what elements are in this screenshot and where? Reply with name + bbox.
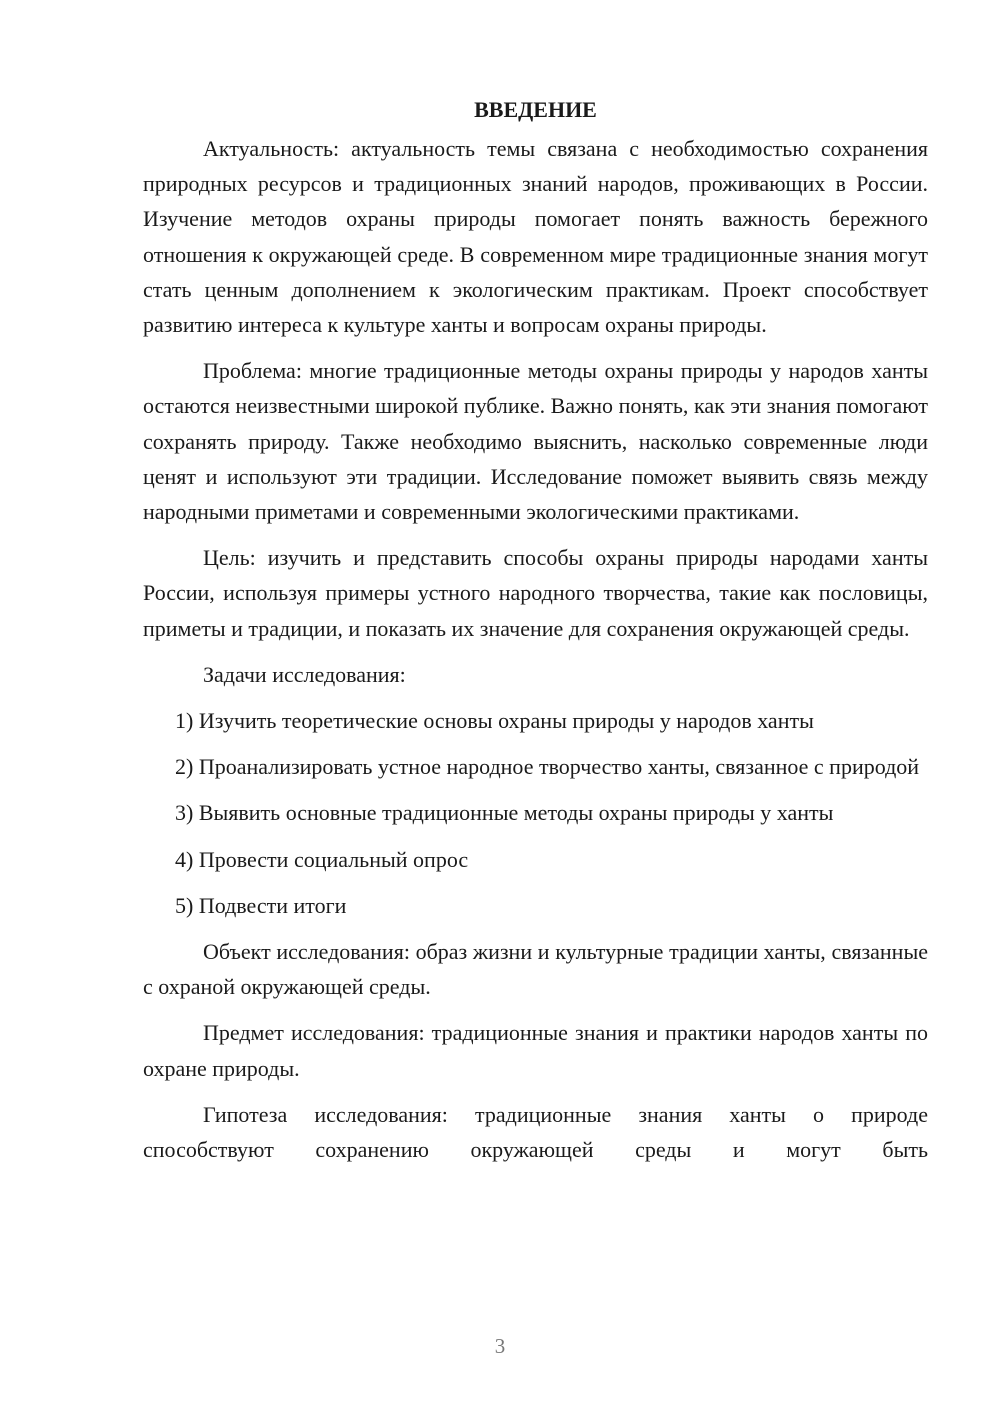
section-title: ВВЕДЕНИЕ <box>474 97 597 122</box>
task-item-1: 1) Изучить теоретические основы охраны природы у народов ханты <box>175 708 814 734</box>
paragraph-subject: Предмет исследования: традиционные знания и практики народов ханты по охране природы. <box>143 1020 928 1081</box>
task-item-4: 4) Провести социальный опрос <box>175 846 469 872</box>
paragraph-problem: Проблема: многие традиционные методы охраны природы у народов ханты остаются неизвестными широкой публике. Важно понять, как эти знания помогают сохранять природу. Также необходимо выяснить, насколько современные люди ценят и используют эти традиции. Исследование поможет выявить связь между народными приметами и современными экологическими практиками. <box>143 358 928 525</box>
tasks-heading: Задачи исследования: <box>203 661 406 687</box>
paragraph-goal: Цель: изучить и представить способы охраны природы народами ханты России, используя примеры устного народного творчества, такие как пословицы, приметы и традиции, и показать их значение для сохранения окружающей среды. <box>143 545 928 641</box>
paragraph-hypothesis: Гипотеза исследования: традиционные знания ханты о природе способствуют сохранению окружающей среды и могут быть <box>143 1101 928 1163</box>
task-item-3: 3) Выявить основные традиционные методы охраны природы у ханты <box>175 800 834 826</box>
page-number: 3 <box>494 1334 506 1358</box>
tasks-list <box>143 703 928 923</box>
paragraph-relevance: Актуальность: актуальность темы связана с необходимостью сохранения природных ресурсов и традиционных знаний народов, проживающих в России. Изучение методов охраны природы помогает понять важность бережного отношения к окружающей среде. В современном мире традиционные знания могут стать ценным дополнением к экологическим практикам. Проект способствует развитию интереса к культуре ханты и вопросам охраны природы. <box>143 136 928 338</box>
page-body <box>143 92 928 1167</box>
task-item-5: 5) Подвести итоги <box>175 892 347 918</box>
paragraph-object: Объект исследования: образ жизни и культурные традиции ханты, связанные с охраной окружающей среды. <box>143 939 928 1000</box>
task-item-2: 2) Проанализировать устное народное творчество ханты, связанное с природой <box>175 754 920 780</box>
